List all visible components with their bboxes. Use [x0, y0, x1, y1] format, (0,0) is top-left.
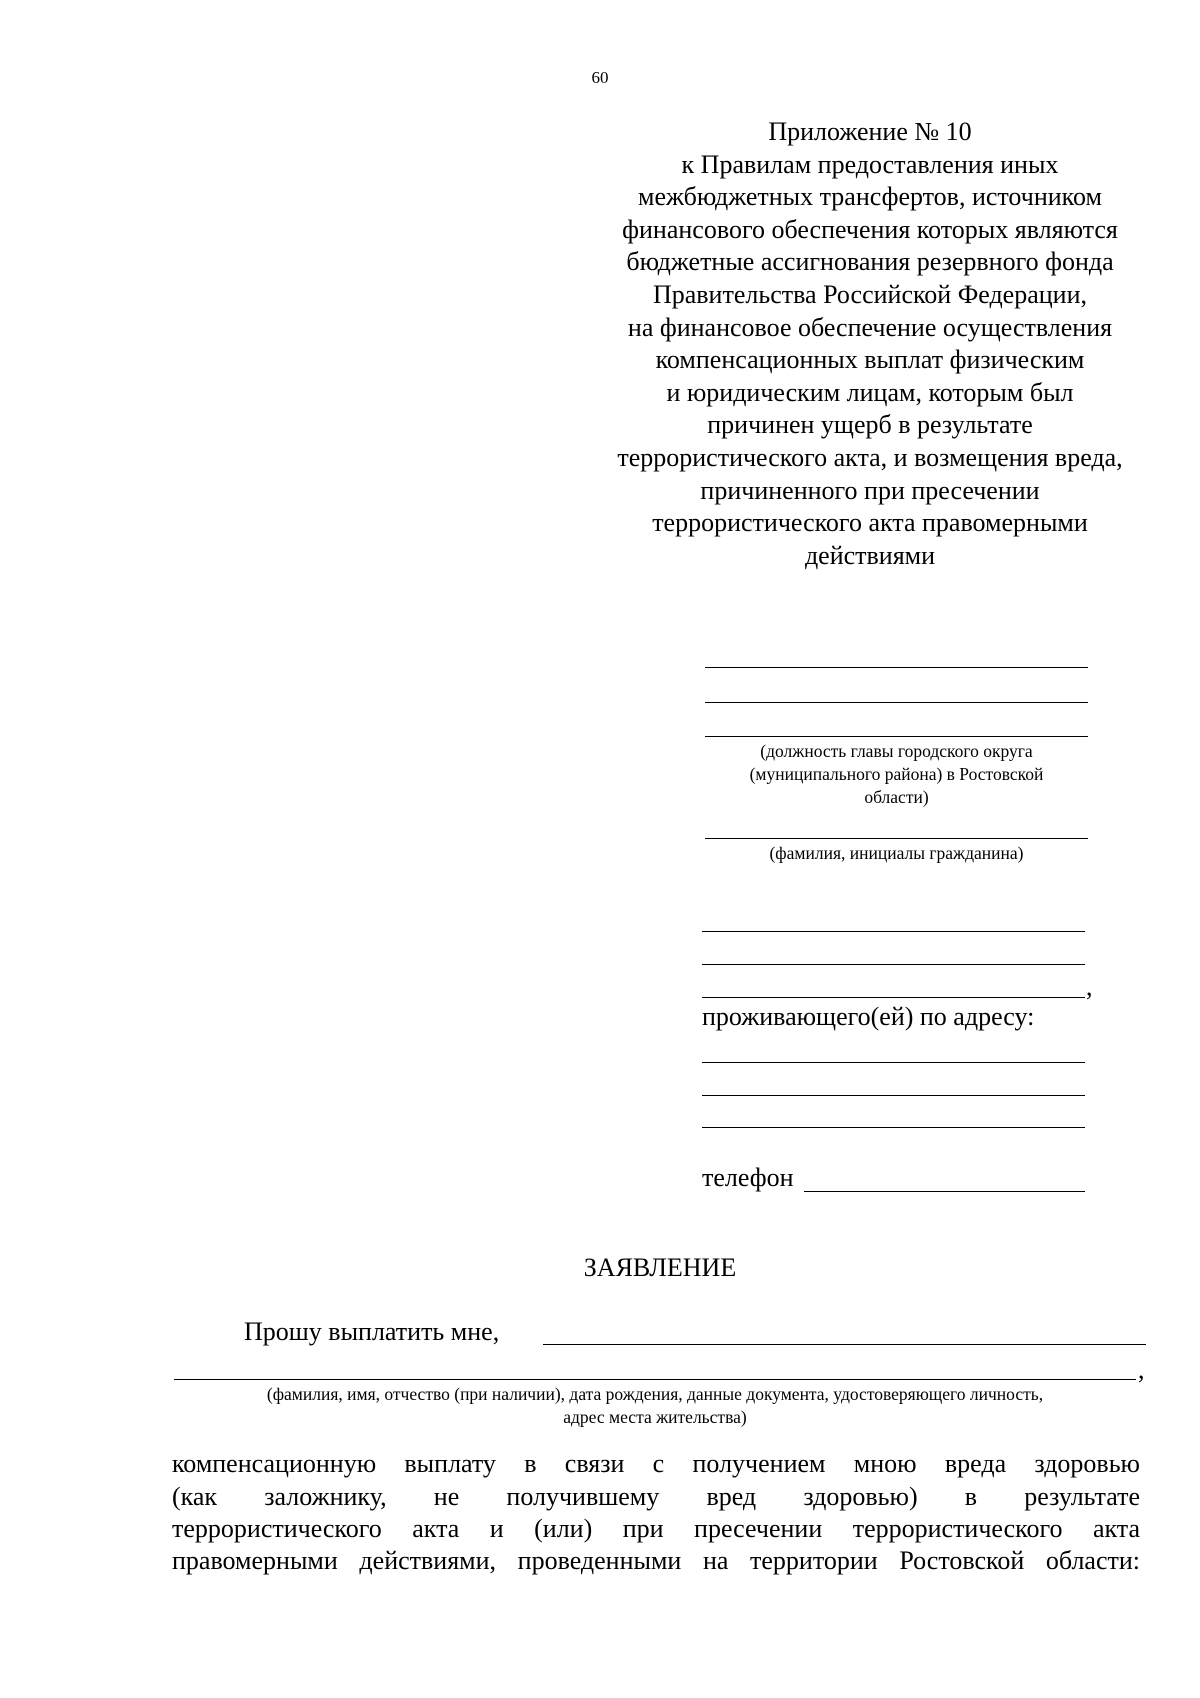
citizen-details-line[interactable] [702, 964, 1085, 965]
appendix-line: действиями [804, 540, 936, 570]
appendix-line: бюджетные ассигнования резервного фонда [626, 247, 1114, 277]
recipient-name-line[interactable] [543, 1344, 1146, 1345]
appendix-header [570, 116, 1170, 572]
address-line[interactable] [702, 1095, 1085, 1096]
head-position-caption: (должность главы городского округа (муниципального района) в Ростовской области) [749, 741, 1044, 807]
citizen-name-caption: (фамилия, инициалы гражданина) [769, 843, 1024, 863]
head-position-line[interactable] [705, 702, 1088, 703]
appendix-line: Приложение № 10 [768, 117, 972, 146]
appendix-line: финансового обеспечения которых являются [622, 214, 1118, 244]
appendix-line: террористического акта, и возмещения вреда, [617, 442, 1123, 472]
appendix-line: и юридическим лицам, которым был [666, 377, 1074, 407]
appendix-line: причинен ущерб в результате [707, 410, 1033, 440]
citizen-details-comma: , [1086, 972, 1093, 1001]
statement-body-line: компенсационную выплату в связи с получением мною вреда здоровью [172, 1449, 1140, 1478]
recipient-caption: (фамилия, имя, отчество (при наличии), дата рождения, данные документа, удостоверяющего личность, адрес места жительства) [266, 1384, 1044, 1427]
statement-title: ЗАЯВЛЕНИЕ [583, 1253, 737, 1282]
page-number: 60 [591, 68, 609, 87]
head-position-line[interactable] [705, 667, 1088, 668]
appendix-line: компенсационных выплат физическим [655, 345, 1085, 375]
appendix-line: Правительства Российской Федерации, [652, 279, 1088, 309]
request-prefix: Прошу выплатить мне, [244, 1317, 500, 1346]
statement-body-line: (как заложнику, не получившему вред здоровью) в результате [172, 1482, 1140, 1511]
appendix-line: причиненного при пресечении [700, 475, 1040, 505]
recipient-details-comma: , [1138, 1355, 1145, 1384]
appendix-line: межбюджетных трансфертов, источником [638, 182, 1102, 212]
appendix-line: на финансовое обеспечение осуществления [627, 312, 1113, 342]
statement-body-line: террористического акта и (или) при пресечении террористического акта [172, 1514, 1140, 1543]
address-line[interactable] [702, 1127, 1085, 1128]
recipient-details-line[interactable] [174, 1379, 1136, 1380]
statement-body-line: правомерными действиями, проведенными на территории Ростовской области: [172, 1546, 1140, 1575]
citizen-details-line[interactable] [702, 931, 1085, 932]
residing-address-label: проживающего(ей) по адресу: [702, 1002, 1035, 1031]
phone-line[interactable] [804, 1191, 1085, 1192]
appendix-line: к Правилам предоставления иных [681, 149, 1059, 179]
address-line[interactable] [702, 1062, 1085, 1063]
citizen-name-line[interactable] [705, 838, 1088, 839]
head-position-line[interactable] [705, 736, 1088, 737]
appendix-line: террористического акта правомерными [652, 508, 1088, 538]
citizen-details-line[interactable] [702, 997, 1085, 998]
phone-label: телефон [702, 1163, 794, 1192]
